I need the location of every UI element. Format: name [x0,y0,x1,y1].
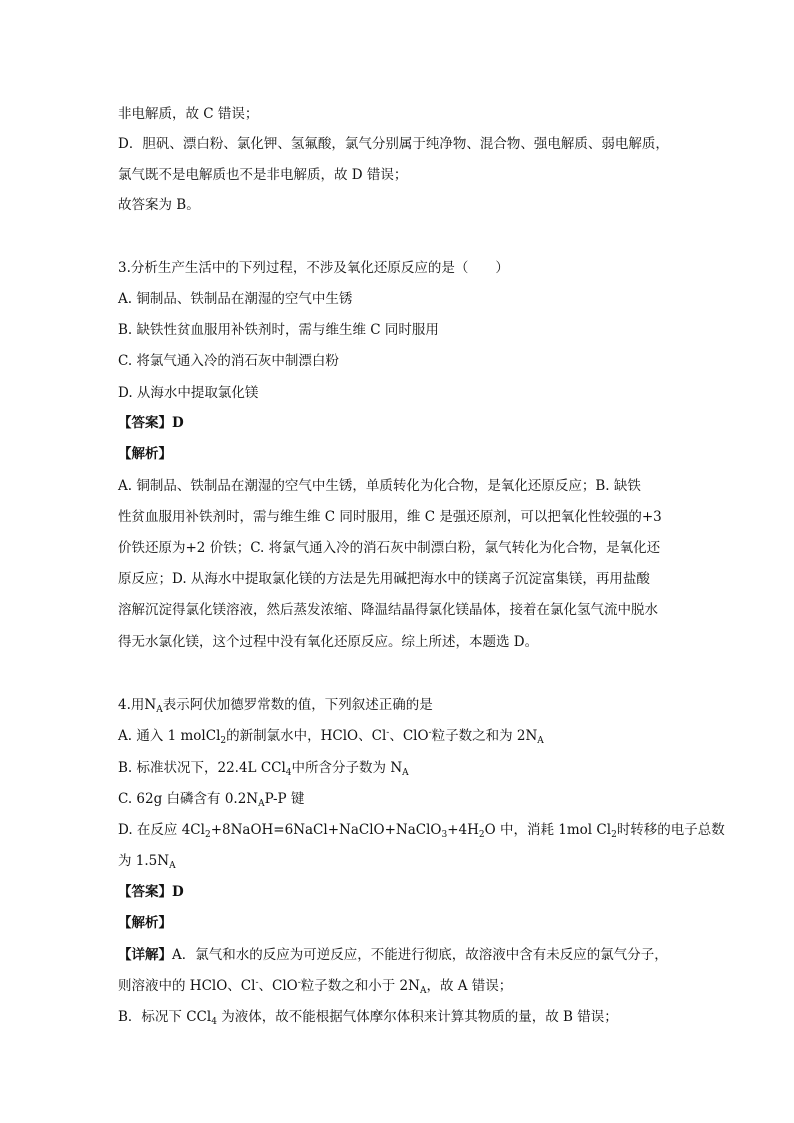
question-3-option-c: C. 将氯气通入冷的消石灰中制漂白粉 [118,353,339,369]
answer-label: 【答案】D [118,415,184,431]
detail-text: B．标况下 CCl$_4$ 为液体，故不能根据气体摩尔体积来计算其物质的量，故 B 错误； [118,1009,618,1027]
question-4-stem: 4.用$N_A$表示阿伏加德罗常数的值，下列叙述正确的是 [118,697,433,715]
question-3-stem: 3.分析生产生活中的下列过程，不涉及氧化还原反应的是（ ） [118,260,509,276]
question-4-option-c: C. 62g 白磷含有 $0.2N_AP-P$ 键 [118,791,305,809]
question-4-option-d-cont: 为 $1.5N_A$ [118,853,176,871]
analysis-text: 溶解沉淀得氯化镁溶液，然后蒸发浓缩、降温结晶得氯化镁晶体，接着在氯化氢气流中脱水 [118,602,658,618]
detail-text: 【详解】A．氯气和水的反应为可逆反应，不能进行彻底，故溶液中含有未反应的氯气分子， [118,947,668,963]
question-4-option-b: B. 标准状况下，22.4L CCl$_4$中所含分子数为 $N_A$ [118,760,409,778]
question-3-option-b: B. 缺铁性贫血服用补铁剂时，需与维生维 C 同时服用 [118,322,439,338]
analysis-label: 【解析】 [118,915,172,931]
question-3-option-d: D. 从海水中提取氯化镁 [118,385,259,401]
analysis-text: 价铁还原为+2 价铁；C. 将氯气通入冷的消石灰中制漂白粉，氯气转化为化合物，是氧化还 [118,540,661,556]
analysis-text: 得无水氯化镁，这个过程中没有氧化还原反应。综上所述，本题选 D。 [118,634,539,650]
question-4-option-d: D. 在反应 $4Cl_2+8NaOH=6NaCl+NaClO+NaClO_3+4H_2O$ 中，消耗 1mol $Cl_2$时转移的电子总数 [118,822,725,840]
analysis-text: 性贫血服用补铁剂时，需与维生维 C 同时服用，维 C 是强还原剂，可以把氧化性较强的+3 [118,509,662,525]
analysis-text: A. 铜制品、铁制品在潮湿的空气中生锈，单质转化为化合物，是氧化还原反应；B. 缺铁 [118,478,641,494]
detail-text: 则溶液中的 HClO、Cl-、ClO-粒子数之和小于 $2N_A$，故 A 错误； [118,978,513,996]
analysis-label: 【解析】 [118,446,172,462]
question-4-option-a: A. 通入 1 molCl$_2$的新制氯水中，HClO、Cl-、ClO-粒子数之和为 $2N_A$ [118,728,544,746]
text-line: 故答案为 B。 [118,197,200,213]
analysis-text: 原反应；D. 从海水中提取氯化镁的方法是先用碱把海水中的镁离子沉淀富集镁，再用盐酸 [118,571,650,587]
text-line: D．胆矾、漂白粉、氯化钾、氢氟酸，氯气分别属于纯净物、混合物、强电解质、弱电解质， [118,136,669,152]
text-line: 非电解质，故 C 错误； [118,106,259,122]
answer-label: 【答案】D [118,884,184,900]
question-3-option-a: A. 铜制品、铁制品在潮湿的空气中生锈 [118,291,353,307]
text-line: 氯气既不是电解质也不是非电解质，故 D 错误； [118,167,408,183]
